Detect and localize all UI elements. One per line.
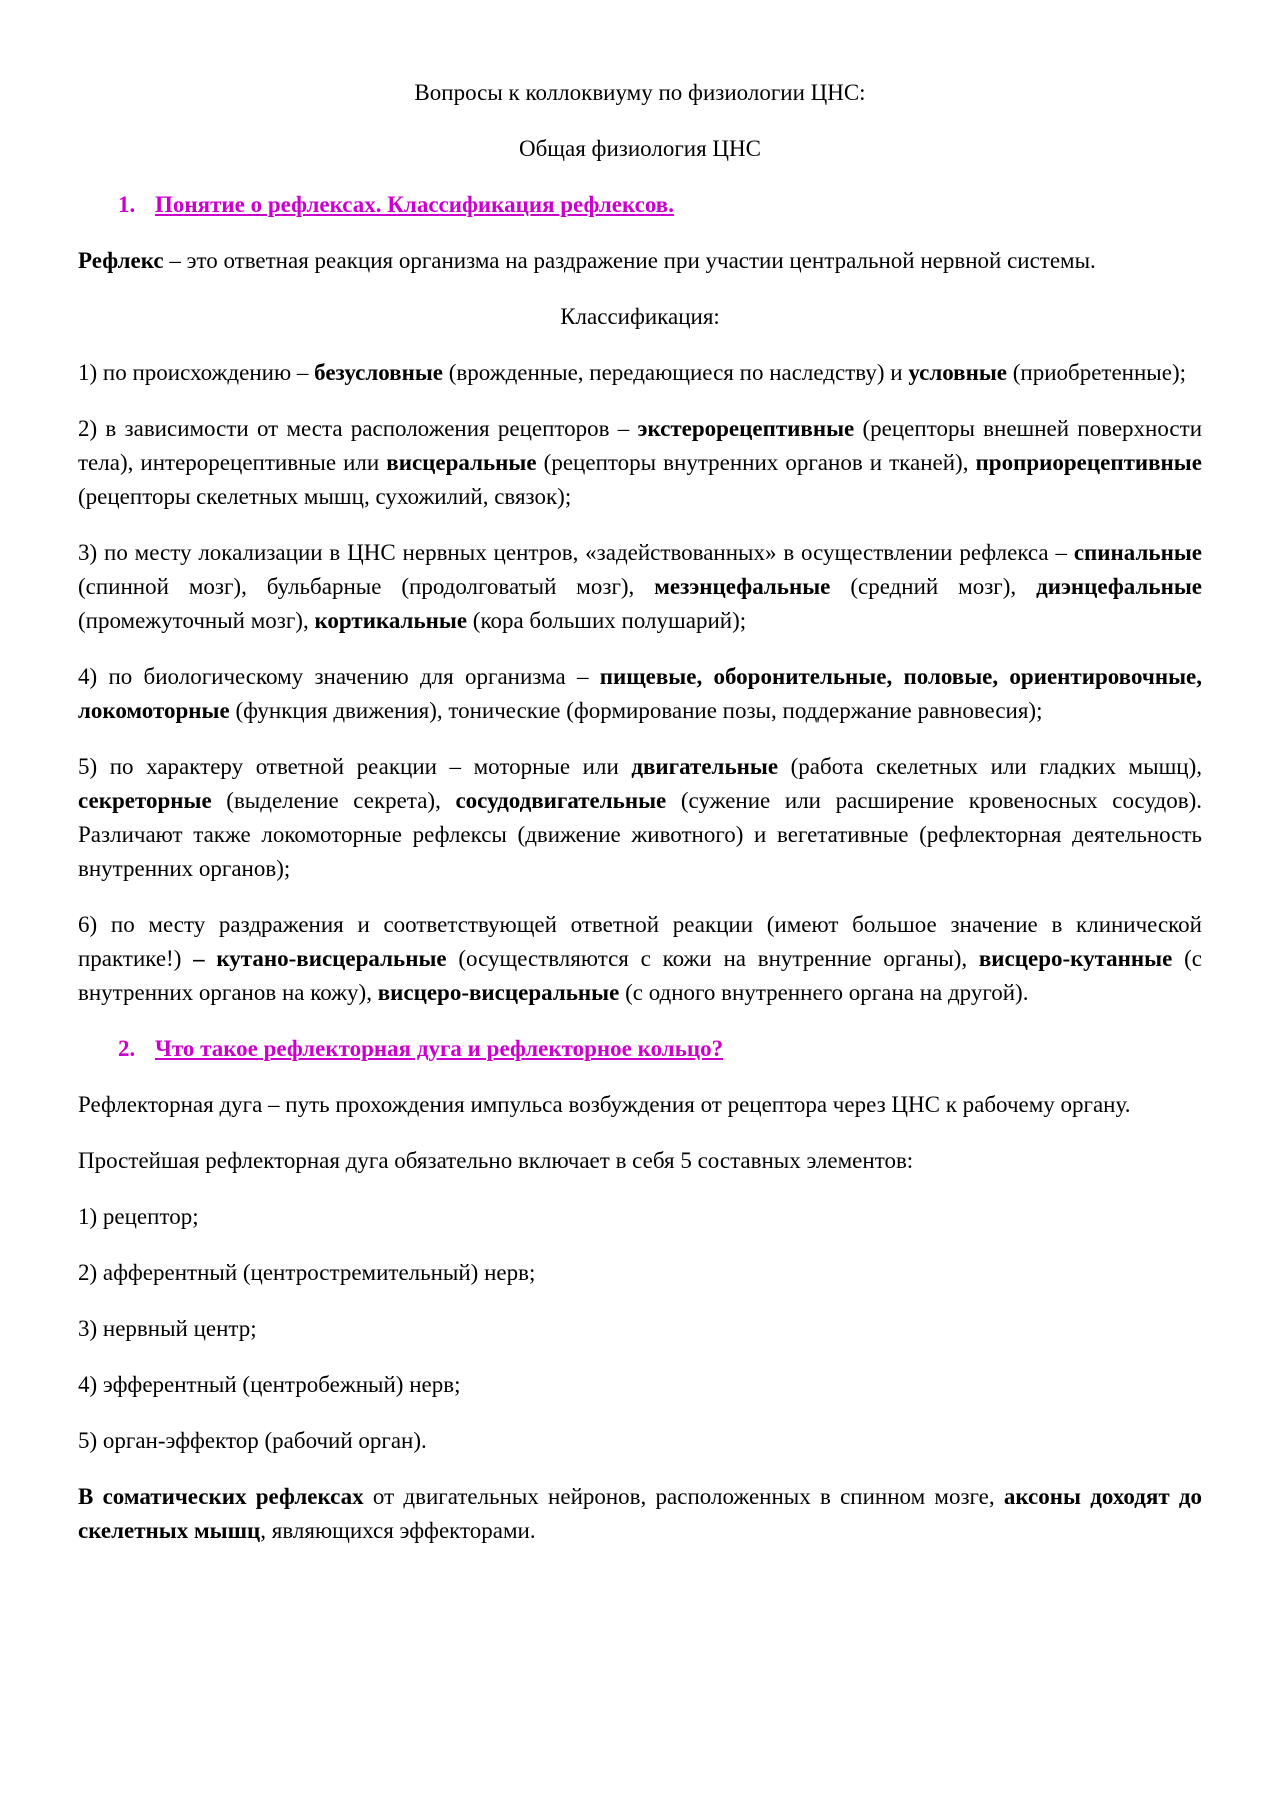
text-span: (функция движения), тонические (формирование позы, поддержание равновесия); — [229, 698, 1043, 723]
classification-item-3 — [78, 536, 1202, 638]
classification-item-5 — [78, 750, 1202, 886]
bold-term: висцеро-висцеральные — [377, 980, 620, 1005]
text-span: , являющихся эффекторами. — [260, 1518, 536, 1543]
classification-title: Классификация: — [560, 304, 720, 329]
text-span: (средний мозг), — [830, 574, 1037, 599]
text-span: (осуществляются с кожи на внутренние органы), — [446, 946, 979, 971]
text-span: (рецепторы внутренних органов и тканей), — [536, 450, 976, 475]
bold-term: пищевые, оборонительные, половые, ориентировочные, локомоторные — [78, 664, 1202, 723]
reflex-arc-element-5: 5) орган-эффектор (рабочий орган). — [78, 1428, 427, 1453]
section-2-heading-text: Что такое рефлекторная дуга и рефлекторное кольцо? — [155, 1036, 724, 1061]
text-span: (сужение или расширение кровеносных сосудов). Различают также локомоторные рефлексы (движение животного) и вегетативные (рефлекторная деятельность внутренних органов); — [78, 788, 1202, 881]
reflex-arc-element-1: 1) рецептор; — [78, 1204, 199, 1229]
classification-item-6 — [78, 908, 1202, 1010]
text-span: 4) по биологическому значению для организма – — [78, 664, 600, 689]
section-2-number: 2. — [118, 1036, 136, 1061]
section-1-heading — [78, 188, 1202, 222]
section-2-heading — [78, 1032, 1202, 1066]
text-span: (рецепторы скелетных мышц, сухожилий, связок); — [78, 484, 572, 509]
text-span: от двигательных нейронов, расположенных в спинном мозге, — [363, 1484, 1004, 1509]
text-span: (работа скелетных или гладких мышц), — [778, 754, 1202, 779]
reflex-arc-elements-intro: Простейшая рефлекторная дуга обязательно включает в себя 5 составных элементов: — [78, 1148, 914, 1173]
classification-item-1 — [78, 356, 1202, 390]
text-span: (приобретенные); — [1006, 360, 1187, 385]
bold-term: проприорецептивные — [975, 450, 1202, 475]
bold-term: аксоны доходят до скелетных мышц — [78, 1484, 1202, 1543]
text-span: (выделение секрета), — [211, 788, 456, 813]
bold-term: висцеро-кутанные — [978, 946, 1173, 971]
text-span: (кора больших полушарий); — [467, 608, 747, 633]
bold-term: секреторные — [78, 788, 212, 813]
bold-term: – кутано-висцеральные — [193, 946, 447, 971]
somatic-reflexes-paragraph — [78, 1480, 1202, 1548]
classification-item-4 — [78, 660, 1202, 728]
bold-term: мезэнцефальные — [654, 574, 831, 599]
reflex-arc-element-4: 4) эфферентный (центробежный) нерв; — [78, 1372, 461, 1397]
text-span: (с одного внутреннего органа на другой). — [619, 980, 1029, 1005]
section-1-heading-text: Понятие о рефлексах. Классификация рефлексов. — [155, 192, 674, 217]
bold-term: экстерорецептивные — [637, 416, 855, 441]
term-reflex: Рефлекс — [78, 248, 164, 273]
text-span: (спинной мозг), бульбарные (продолговатый мозг), — [78, 574, 655, 599]
text-span: (врожденные, передающиеся по наследству) и — [443, 360, 909, 385]
text-span: 3) по месту локализации в ЦНС нервных центров, «задействованных» в осуществлении рефлекса – — [78, 540, 1074, 565]
bold-term: спинальные — [1073, 540, 1202, 565]
bold-term: двигательные — [631, 754, 779, 779]
text-span: 5) по характеру ответной реакции – моторные или — [78, 754, 632, 779]
text-span: 2) в зависимости от места расположения рецепторов – — [78, 416, 638, 441]
document-title: Вопросы к коллоквиуму по физиологии ЦНС: — [414, 80, 866, 105]
text-span: (с внутренних органов на кожу), — [78, 946, 1202, 1005]
reflex-definition — [78, 244, 1202, 278]
bold-term: В соматических рефлексах — [78, 1484, 364, 1509]
bold-term: безусловные — [314, 360, 443, 385]
reflex-arc-definition: Рефлекторная дуга – путь прохождения импульса возбуждения от рецептора через ЦНС к рабочему органу. — [78, 1092, 1131, 1117]
document-subtitle: Общая физиология ЦНС — [519, 136, 761, 161]
bold-term: условные — [908, 360, 1007, 385]
reflex-arc-element-3: 3) нервный центр; — [78, 1316, 257, 1341]
bold-term: сосудодвигательные — [455, 788, 667, 813]
bold-term: висцеральные — [386, 450, 537, 475]
text-span: (рецепторы внешней поверхности тела), интерорецептивные или — [78, 416, 1203, 475]
classification-item-2 — [78, 412, 1202, 514]
text-span: (промежуточный мозг), — [78, 608, 315, 633]
reflex-arc-element-2: 2) афферентный (центростремительный) нерв; — [78, 1260, 536, 1285]
definition-text: – это ответная реакция организма на раздражение при участии центральной нервной системы. — [163, 248, 1096, 273]
bold-term: диэнцефальные — [1036, 574, 1202, 599]
text-span: 1) по происхождению – — [78, 360, 315, 385]
text-span: 6) по месту раздражения и соответствующей ответной реакции (имеют большое значение в клинической практике!) — [78, 912, 1202, 971]
section-1-number: 1. — [118, 192, 136, 217]
bold-term: кортикальные — [314, 608, 468, 633]
